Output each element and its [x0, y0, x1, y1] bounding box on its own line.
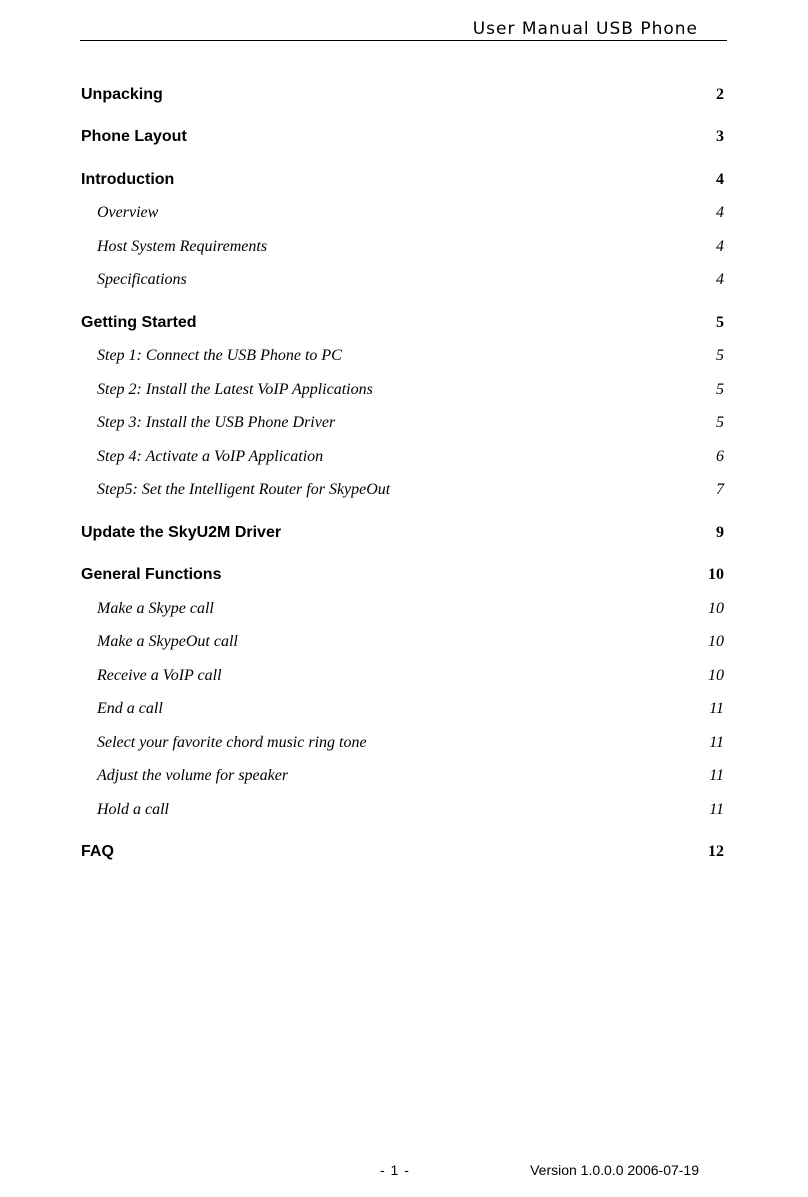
toc-entry-label: Step 2: Install the Latest VoIP Applications — [97, 381, 373, 398]
toc-entry-page: 10 — [708, 600, 724, 617]
toc-entry-faq[interactable] — [0, 839, 808, 865]
toc-entry-overview[interactable] — [0, 200, 808, 226]
toc-entry-page: 5 — [716, 314, 724, 331]
toc-entry-page: 4 — [716, 171, 724, 188]
toc-entry-label: Phone Layout — [81, 128, 187, 145]
toc-entry-label: Getting Started — [81, 314, 197, 331]
toc-entry-adjust-volume[interactable] — [0, 763, 808, 789]
toc-entry-label: Host System Requirements — [97, 238, 268, 255]
toc-entry-specifications[interactable] — [0, 267, 808, 293]
toc-entry-label: Overview — [97, 204, 159, 221]
toc-entry-page: 10 — [708, 667, 724, 684]
toc-entry-host-system-requirements[interactable] — [0, 234, 808, 260]
toc-entry-label: FAQ — [81, 843, 114, 860]
toc-entry-page: 12 — [708, 843, 724, 860]
toc-entry-page: 11 — [709, 767, 724, 784]
toc-entry-label: Step 1: Connect the USB Phone to PC — [97, 347, 342, 364]
toc-entry-page: 10 — [708, 566, 724, 583]
toc-entry-label: Make a SkypeOut call — [97, 633, 238, 650]
toc-entry-page: 5 — [716, 347, 724, 364]
toc-entry-phone-layout[interactable] — [0, 124, 808, 150]
footer-version: Version 1.0.0.0 2006-07-19 — [530, 1162, 699, 1178]
toc-entry-label: Step 3: Install the USB Phone Driver — [97, 414, 336, 431]
toc-entry-general-functions[interactable] — [0, 562, 808, 588]
toc-entry-page: 11 — [709, 700, 724, 717]
toc-entry-label: Specifications — [97, 271, 187, 288]
toc-entry-label: Unpacking — [81, 86, 163, 103]
toc-entry-end-call[interactable] — [0, 696, 808, 722]
toc-entry-label: Step5: Set the Intelligent Router for SkypeOut — [97, 481, 391, 498]
toc-entry-page: 4 — [716, 238, 724, 255]
toc-entry-label: Hold a call — [97, 801, 169, 818]
toc-entry-label: General Functions — [81, 566, 222, 583]
toc-entry-step-1[interactable] — [0, 343, 808, 369]
toc-entry-label: Select your favorite chord music ring tone — [97, 734, 367, 751]
toc-entry-page: 2 — [716, 86, 724, 103]
toc-entry-receive-voip-call[interactable] — [0, 663, 808, 689]
toc-entry-page: 7 — [716, 481, 724, 498]
toc-entry-page: 4 — [716, 271, 724, 288]
toc-entry-label: Step 4: Activate a VoIP Application — [97, 448, 324, 465]
footer-page-number: - 1 - — [380, 1162, 410, 1178]
toc-entry-hold-call[interactable] — [0, 797, 808, 823]
toc-entry-ring-tone[interactable] — [0, 730, 808, 756]
toc-entry-label: End a call — [97, 700, 163, 717]
toc-entry-page: 11 — [709, 734, 724, 751]
toc-entry-make-skypeout-call[interactable] — [0, 629, 808, 655]
toc-entry-page: 5 — [716, 414, 724, 431]
toc-entry-label: Update the SkyU2M Driver — [81, 524, 282, 541]
toc-entry-step-4[interactable] — [0, 444, 808, 470]
toc-entry-step-5[interactable] — [0, 477, 808, 503]
toc-entry-label: Introduction — [81, 171, 175, 188]
toc-entry-step-2[interactable] — [0, 377, 808, 403]
toc-entry-page: 6 — [716, 448, 724, 465]
header-title: User Manual USB Phone — [472, 19, 698, 39]
toc-entry-page: 4 — [716, 204, 724, 221]
toc-entry-page: 3 — [716, 128, 724, 145]
toc-entry-page: 5 — [716, 381, 724, 398]
toc-entry-step-3[interactable] — [0, 410, 808, 436]
toc-entry-label: Make a Skype call — [97, 600, 214, 617]
toc-entry-update-driver[interactable] — [0, 520, 808, 546]
toc-entry-page: 9 — [716, 524, 724, 541]
toc-entry-getting-started[interactable] — [0, 310, 808, 336]
toc-entry-unpacking[interactable] — [0, 82, 808, 108]
toc-entry-label: Adjust the volume for speaker — [97, 767, 289, 784]
toc-entry-make-skype-call[interactable] — [0, 596, 808, 622]
toc-entry-page: 11 — [709, 801, 724, 818]
toc-entry-page: 10 — [708, 633, 724, 650]
toc-entry-label: Receive a VoIP call — [97, 667, 222, 684]
toc-entry-introduction[interactable] — [0, 167, 808, 193]
